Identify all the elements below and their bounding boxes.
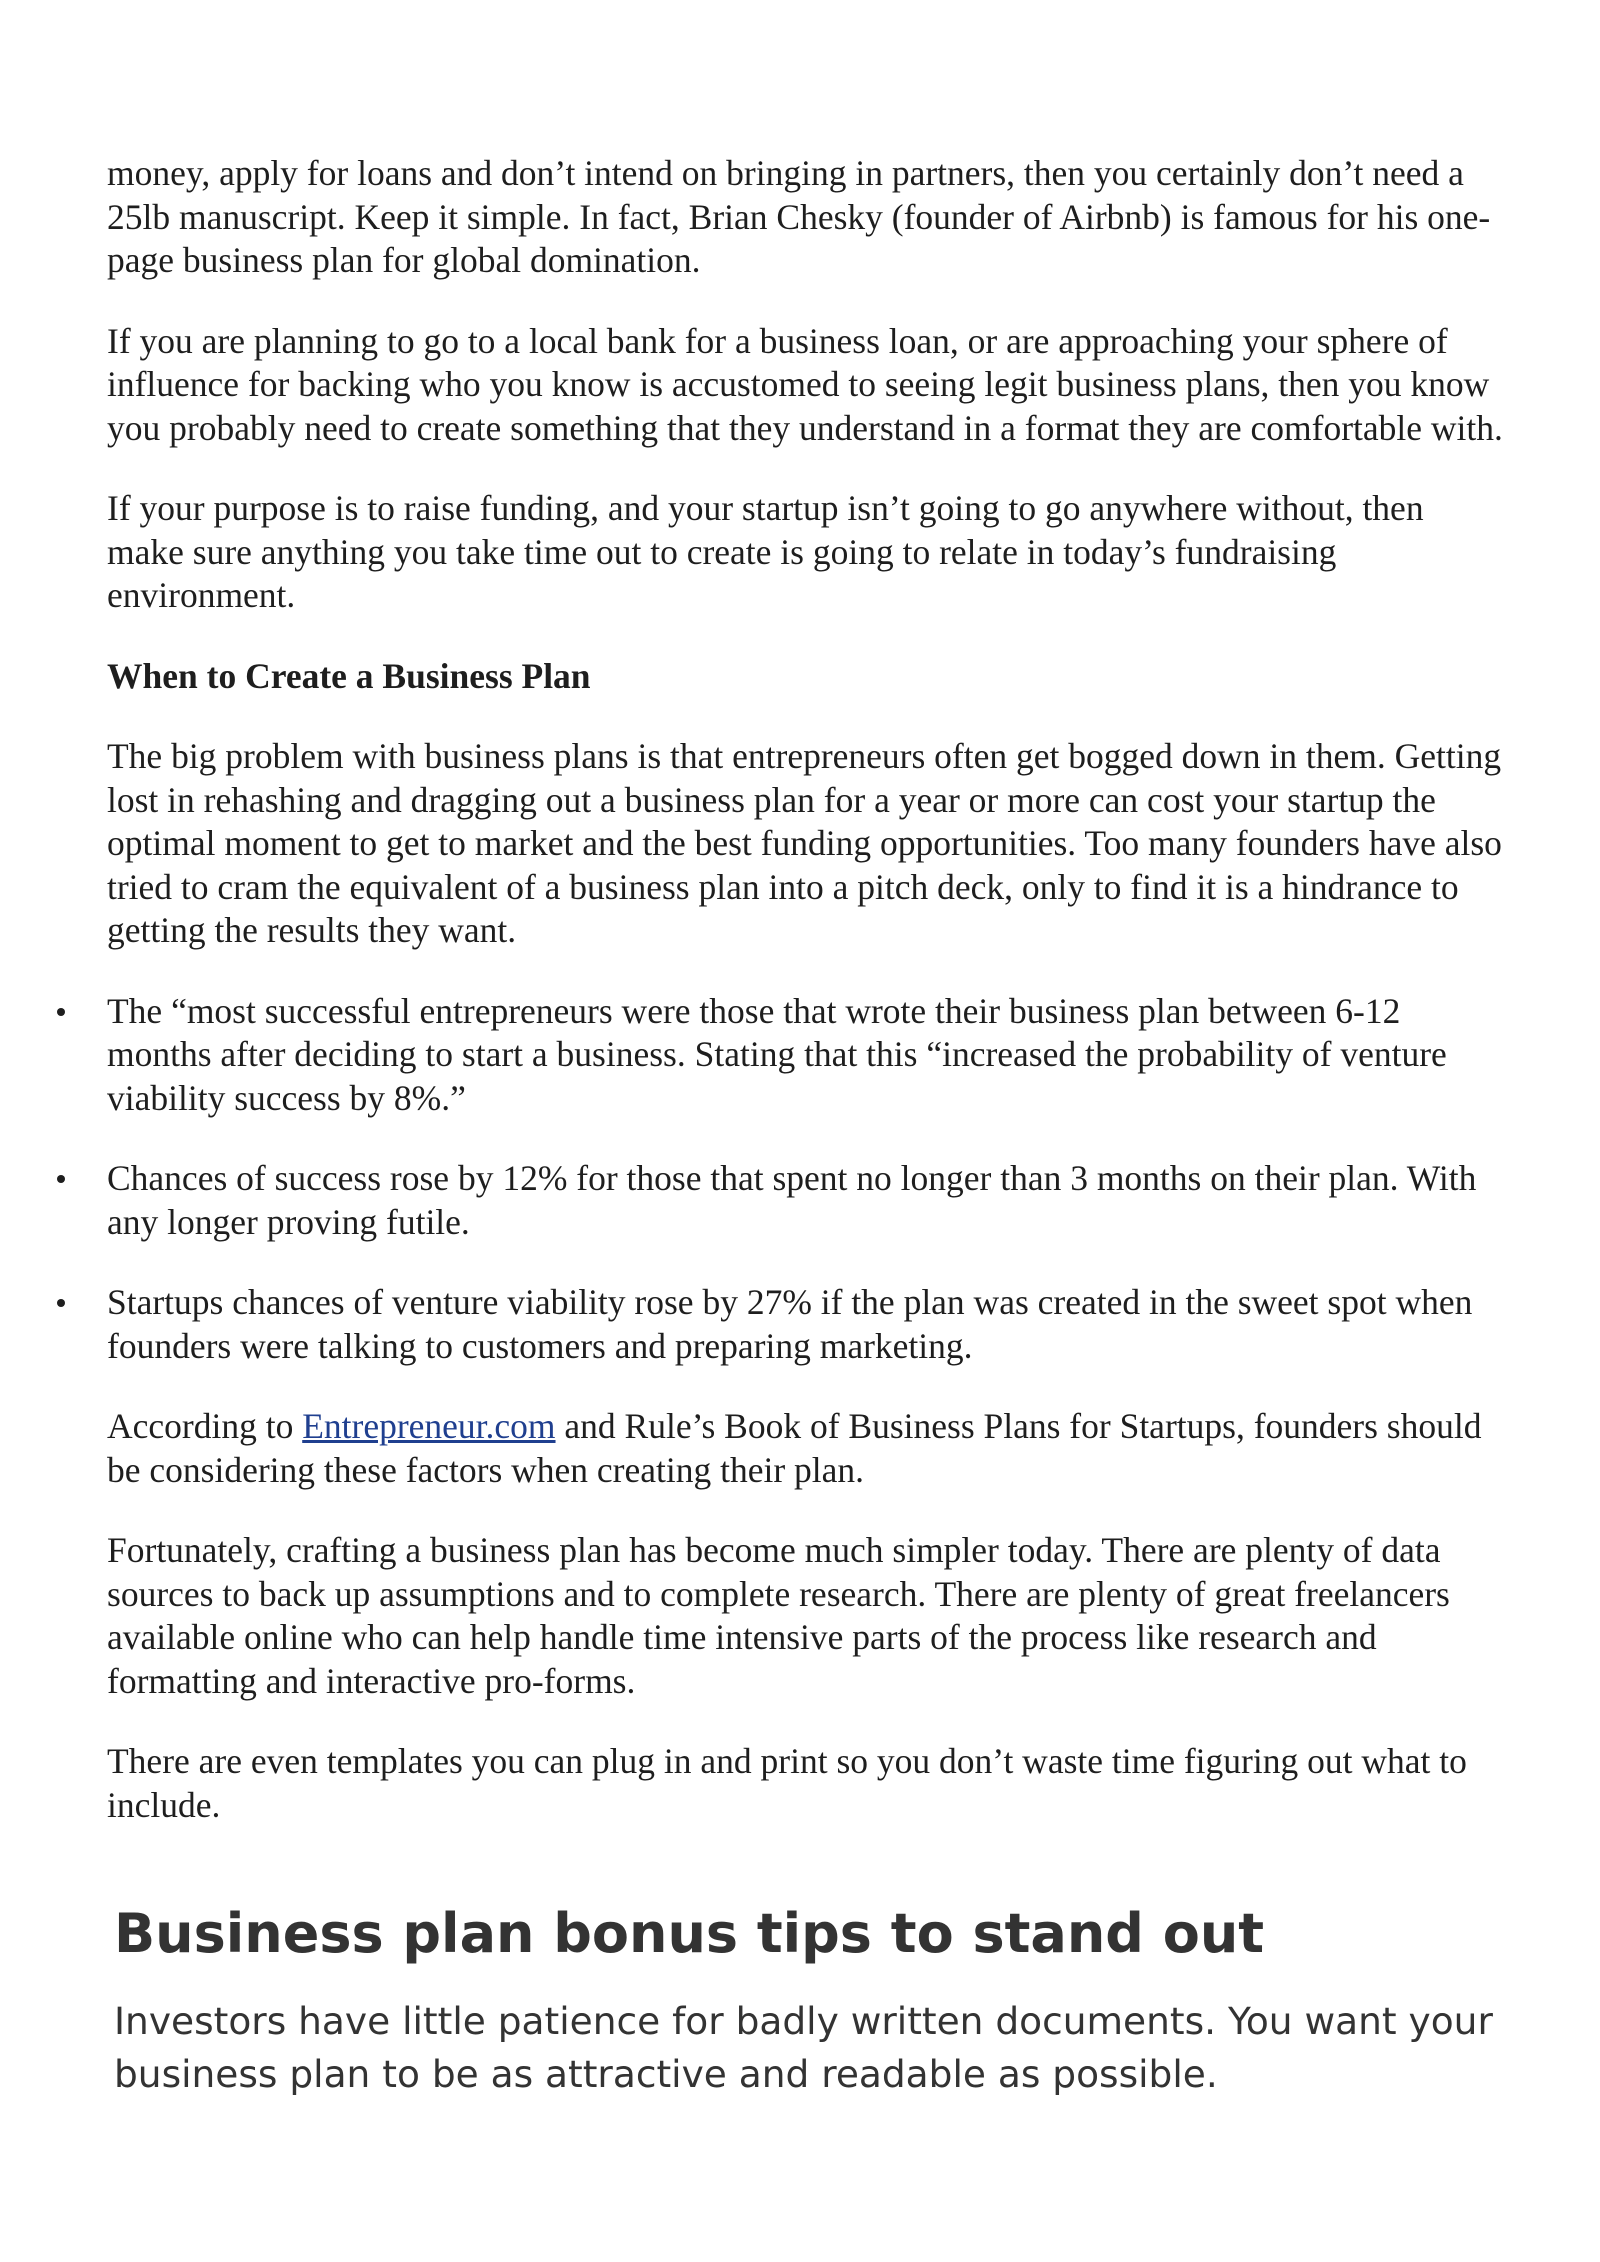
bullet-item <box>107 1157 1507 1244</box>
paragraph-raise-funding: If your purpose is to raise funding, and your startup isn’t going to go anywhere without, then make sure anything you take time out to create is going to relate in today’s fundraising environment. <box>107 488 1424 615</box>
bonus-tips-heading: Business plan bonus tips to stand out <box>114 1902 1265 1965</box>
statistics-bullet-list <box>107 990 1507 1369</box>
bullet-item <box>107 990 1507 1121</box>
bullet-text: The “most successful entrepreneurs were those that wrote their business plan between 6-12 months after deciding to start a business. Stating that this “increased the probability of venture viability success by 8%.” <box>107 990 1447 1118</box>
paragraph-fortunately: Fortunately, crafting a business plan has become much simpler today. There are plenty of data sources to back up assumptions and to complete research. There are plenty of great freelancers available online who can help handle time intensive parts of the process like research and formatting and interactive pro-forms. <box>107 1530 1450 1701</box>
bonus-tips-intro: Investors have little patience for badly written documents. You want your business plan to be as attractive and readable as possible. <box>114 1999 1493 2096</box>
paragraph-one-page-plan: money, apply for loans and don’t intend on bringing in partners, then you certainly don’t need a 25lb manuscript. Keep it simple. In fact, Brian Chesky (founder of Airbnb) is famous for his one-page business plan for global domination. <box>107 153 1491 280</box>
bullet-dot-icon <box>57 1299 65 1307</box>
according-suffix: and Rule’s Book of Business Plans for Startups, founders should be considering these factors when creating their plan. <box>107 1406 1482 1490</box>
paragraph-according-to <box>107 1405 1507 1492</box>
bullet-text: Chances of success rose by 12% for those that spent no longer than 3 months on their plan. With any longer proving futile. <box>107 1158 1477 1242</box>
document-page <box>107 152 1507 1864</box>
paragraph-bogged-down: The big problem with business plans is that entrepreneurs often get bogged down in them. Getting lost in rehashing and dragging out a business plan for a year or more can cost your startup the optimal moment to get to market and the best funding opportunities. Too many founders have also tried to cram the equivalent of a business plan into a pitch deck, only to find it is a hindrance to getting the results they want. <box>107 736 1502 950</box>
entrepreneur-link[interactable]: Entrepreneur.com <box>302 1406 556 1446</box>
paragraph-templates: There are even templates you can plug in and print so you don’t waste time figuring out what to include. <box>107 1741 1467 1825</box>
bullet-dot-icon <box>57 1008 65 1016</box>
bullet-text: Startups chances of venture viability rose by 27% if the plan was created in the sweet spot when founders were talking to customers and preparing marketing. <box>107 1282 1473 1366</box>
bullet-item <box>107 1281 1507 1368</box>
section-heading-when-to-create: When to Create a Business Plan <box>107 655 591 696</box>
bullet-dot-icon <box>57 1175 65 1183</box>
paragraph-local-bank: If you are planning to go to a local bank for a business loan, or are approaching your sphere of influence for backing who you know is accustomed to seeing legit business plans, then you know you probably need to create something that they understand in a format they are comfortable with. <box>107 320 1503 448</box>
according-prefix: According to <box>107 1406 303 1446</box>
